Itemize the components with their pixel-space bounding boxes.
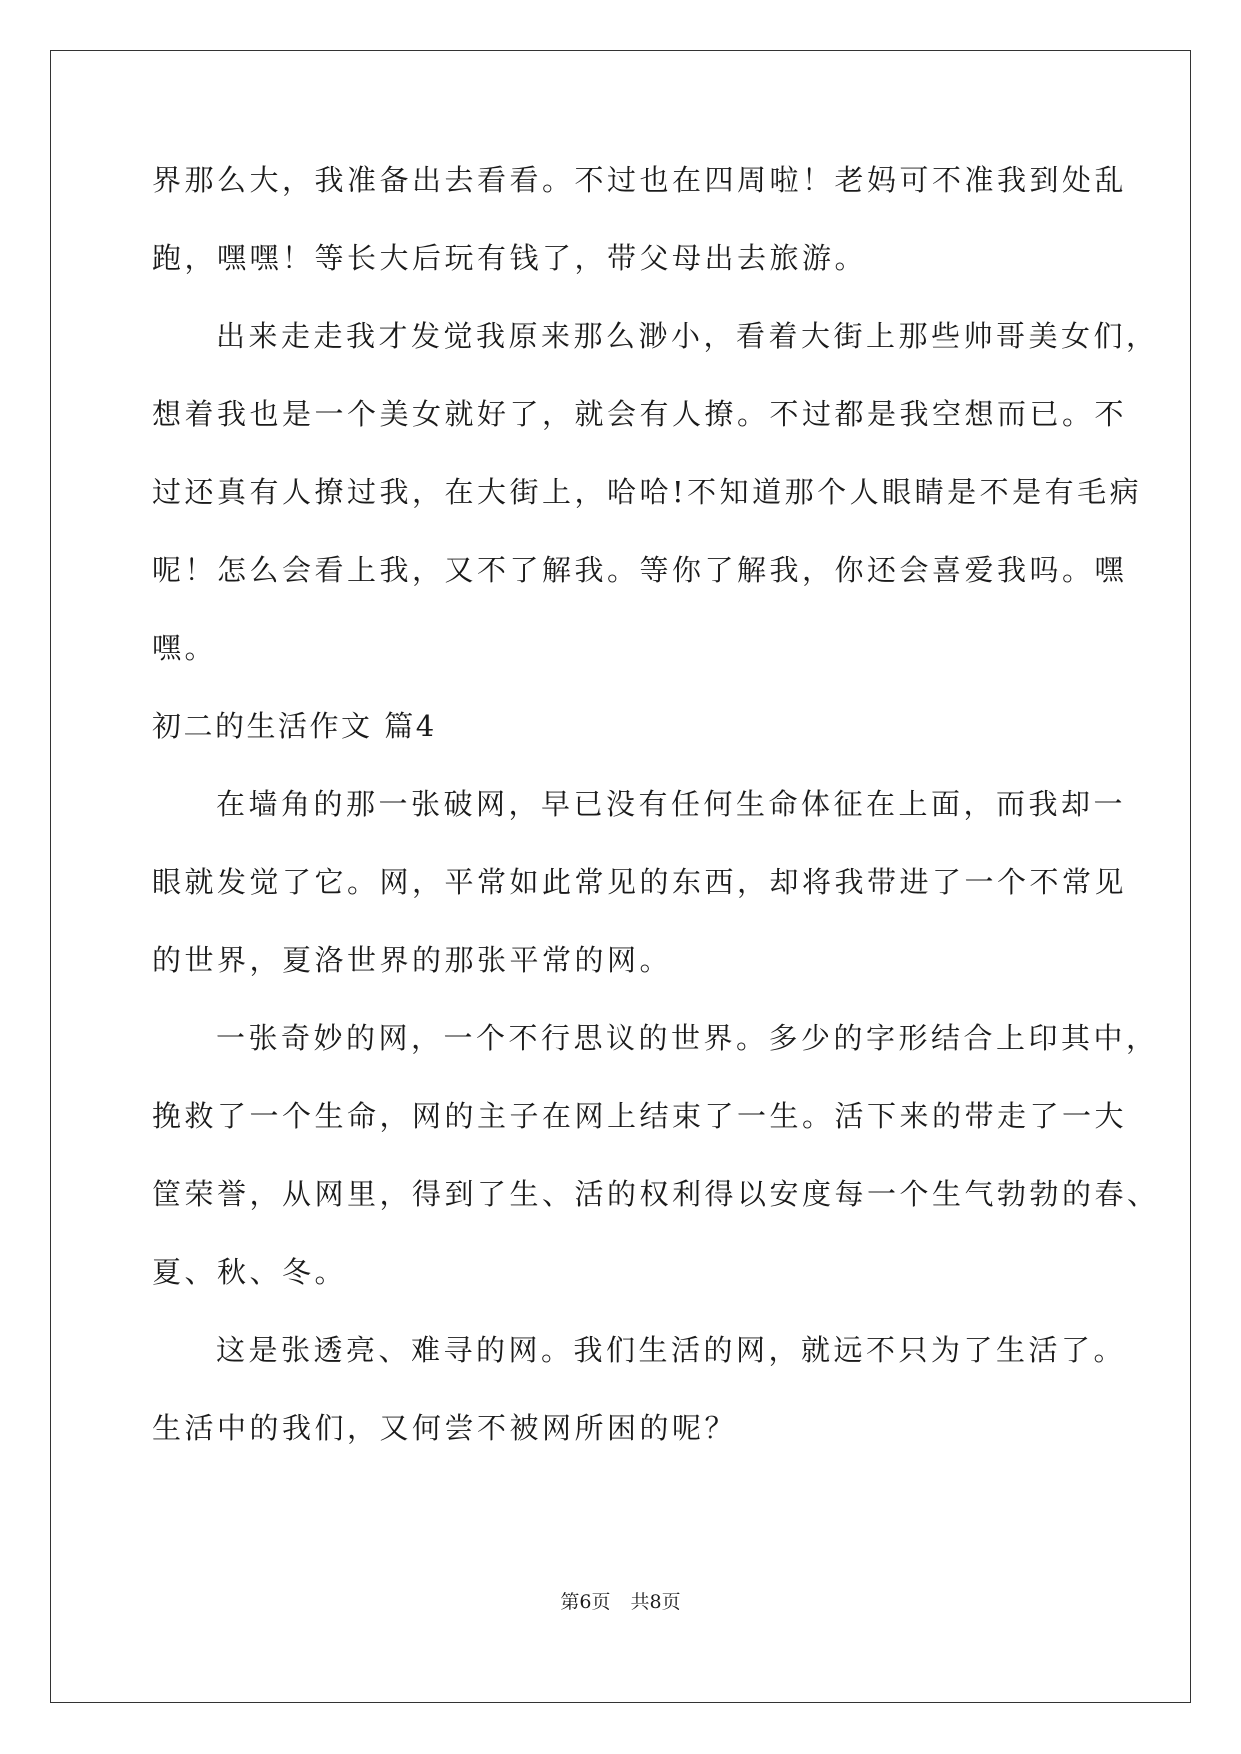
page-footer [0,1590,1241,1614]
text-line: 挽救了一个生命，网的主子在网上结束了一生。活下来的带走了一大 [152,1099,1128,1133]
paragraph-start: 这是张透亮、难寻的网。我们生活的网，就远不只为了生活了。 [216,1333,1127,1367]
text-line: 呢！怎么会看上我，又不了解我。等你了解我，你还会喜爱我吗。嘿 [152,553,1128,587]
page-number: 第6页 [560,1591,611,1613]
section-heading: 初二的生活作文 篇4 [152,709,437,743]
text-line: 眼就发觉了它。网，平常如此常见的东西，却将我带进了一个不常见 [152,865,1128,899]
text-line: 跑，嘿嘿！等长大后玩有钱了，带父母出去旅游。 [152,241,868,275]
text-line: 界那么大，我准备出去看看。不过也在四周啦！老妈可不准我到处乱 [152,163,1128,197]
page-total: 共8页 [630,1591,681,1613]
paragraph-start: 一张奇妙的网，一个不行思议的世界。多少的字形结合上印其中， [216,1021,1159,1055]
paragraph-start: 出来走走我才发觉我原来那么渺小，看着大街上那些帅哥美女们， [216,319,1159,353]
text-line: 想着我也是一个美女就好了，就会有人撩。不过都是我空想而已。不 [152,397,1128,431]
text-line: 过还真有人撩过我，在大街上，哈哈!不知道那个人眼睛是不是有毛病 [152,475,1143,509]
text-line: 筐荣誉，从网里，得到了生、活的权利得以安度每一个生气勃勃的春、 [152,1177,1160,1211]
text-line: 夏、秋、冬。 [152,1255,348,1289]
text-line: 的世界，夏洛世界的那张平常的网。 [152,943,673,977]
text-line: 嘿。 [152,631,218,665]
paragraph-start: 在墙角的那一张破网，早已没有任何生命体征在上面，而我却一 [216,787,1127,821]
text-line: 生活中的我们，又何尝不被网所困的呢？ [152,1411,738,1445]
